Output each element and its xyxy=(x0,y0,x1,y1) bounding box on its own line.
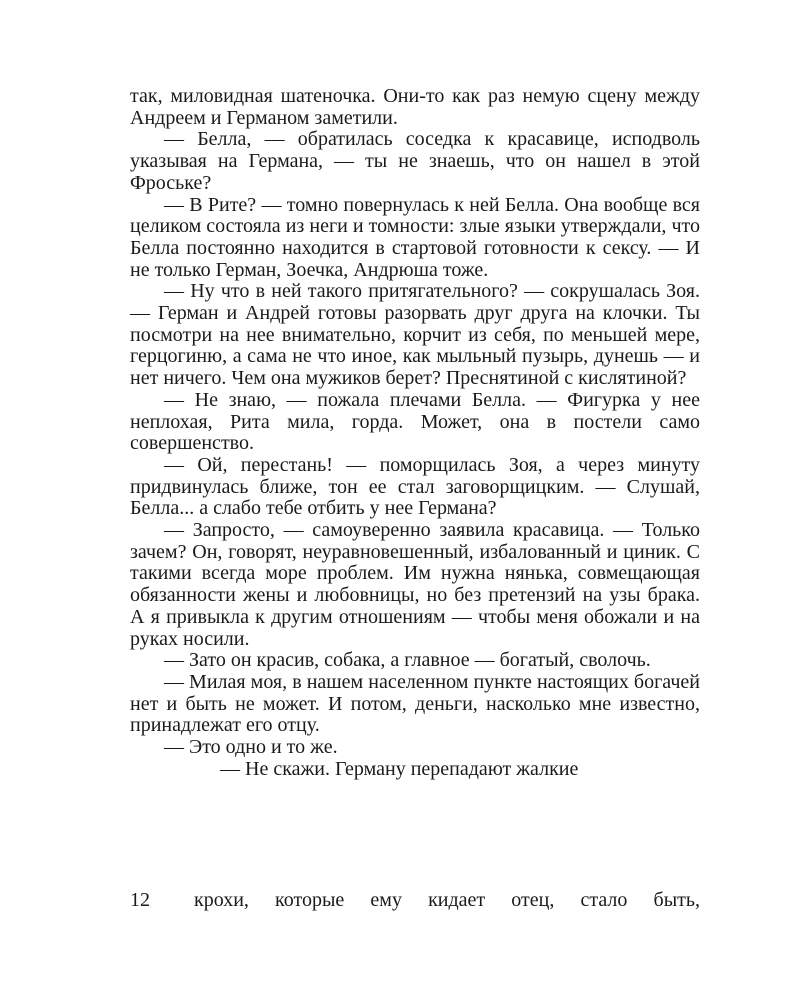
paragraph: — Ой, перестань! — поморщилась Зоя, а через минуту придвинулась ближе, тон ее стал заговорщицким. — Слушай, Белла... а слабо тебе отбить у нее Германа? xyxy=(130,453,700,520)
paragraph-continuation: крохи, которые ему кидает отец, стало быть, xyxy=(194,889,700,911)
page-number: 12 xyxy=(130,889,150,911)
paragraph: так, миловидная шатеночка. Они-то как раз немую сцену между Андреем и Германом заметили. xyxy=(130,85,700,129)
paragraph: — В Рите? — томно повернулась к ней Белла. Она вообще вся целиком состояла из неги и томности: злые языки утверждали, что Белла постоянно находится в стартовой готовности к сексу. — И не только Герман, Зоечка, Андрюша тоже. xyxy=(130,193,700,281)
paragraph: — Запросто, — самоуверенно заявила красавица. — Только зачем? Он, говорят, неуравновешенный, избалованный и циник. С такими всегда море проблем. Им нужна нянька, совмещающая обязанности жены и любовницы, но без претензий на узы брака. А я привыкла к другим отношениям — чтобы меня обожали и на руках носили. xyxy=(130,519,700,650)
paragraph: — Милая моя, в нашем населенном пункте настоящих богачей нет и быть не может. И потом, деньги, насколько мне известно, принадлежат его отцу. xyxy=(130,670,700,737)
paragraph: — Это одно и то же. xyxy=(164,736,338,759)
paragraph: — Не знаю, — пожала плечами Белла. — Фигурка у нее неплохая, Рита мила, горда. Может, она в постели само совершенство. xyxy=(130,388,700,455)
paragraph: — Ну что в ней такого притягательного? — сокрушалась Зоя. — Герман и Андрей готовы разорвать друг друга на клочки. Ты посмотри на нее внимательно, корчит из себя, по меньшей мере, герцогиню, а сама не что иное, как мыльный пузырь, дунешь — и нет ничего. Чем она мужиков берет? Преснятиной с кислятиной? xyxy=(130,280,700,390)
page-footer-line xyxy=(130,890,700,914)
page-body-text xyxy=(130,86,700,781)
paragraph: — Зато он красив, собака, а главное — богатый, сволочь. xyxy=(164,649,651,672)
paragraph: — Белла, — обратилась соседка к красавице, исподволь указывая на Германа, — ты не знаешь, что он нашел в этой Фроське? xyxy=(130,128,700,194)
paragraph: — Не скажи. Герману перепадают жалкие xyxy=(220,757,579,780)
